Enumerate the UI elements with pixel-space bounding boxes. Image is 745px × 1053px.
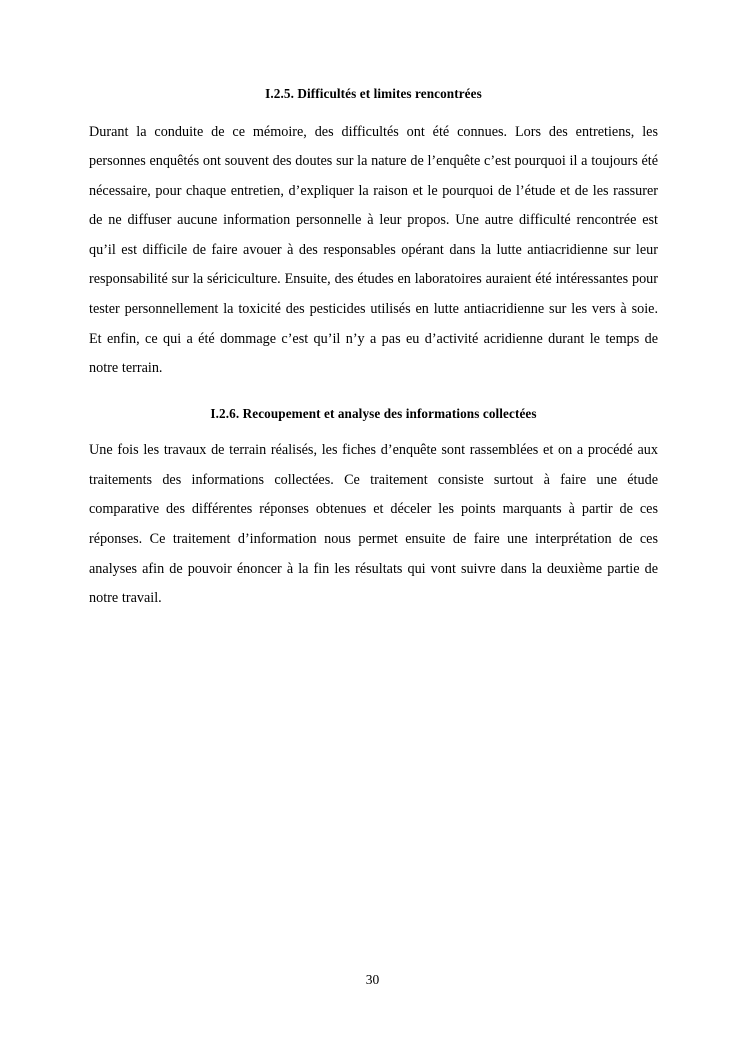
section-heading-1: I.2.5. Difficultés et limites rencontrées [265,86,482,101]
section-paragraph-2: Une fois les travaux de terrain réalisés, les fiches d’enquête sont rassemblées et on a procédé aux traitements des informations collectées. Ce traitement consiste surtout à faire une étude comparative des différentes réponses obtenues et déceler les points marquants à partir de ces réponses. Ce traitement d’information nous permet ensuite de faire une interprétation de ces analyses afin de pouvoir énoncer à la fin les résultats qui vont suivre dans la deuxième partie de notre travail. [89,442,658,607]
section-heading-2: I.2.6. Recoupement et analyse des informations collectées [210,405,537,421]
page-number: 30 [365,972,380,987]
page-content [89,84,658,614]
section-paragraph-1: Durant la conduite de ce mémoire, des difficultés ont été connues. Lors des entretiens, les personnes enquêtés ont souvent des doutes sur la nature de l’enquête c’est pourquoi il a toujours été nécessaire, pour chaque entretien, d’expliquer la raison et le pourquoi de l’étude et de les rassurer de ne diffuser aucune information personnelle à leur propos. Une autre difficulté rencontrée est qu’il est difficile de faire avouer à des responsables opérant dans la lutte antiacridienne sur leur responsabilité sur la sériciculture. Ensuite, des études en laboratoires auraient été intéressantes pour tester personnellement la toxicité des pesticides utilisés en lutte antiacridienne sur les vers à soie. Et enfin, ce qui a été dommage c’est qu’il n’y a pas eu d’activité acridienne durant le temps de notre terrain. [89,123,658,377]
